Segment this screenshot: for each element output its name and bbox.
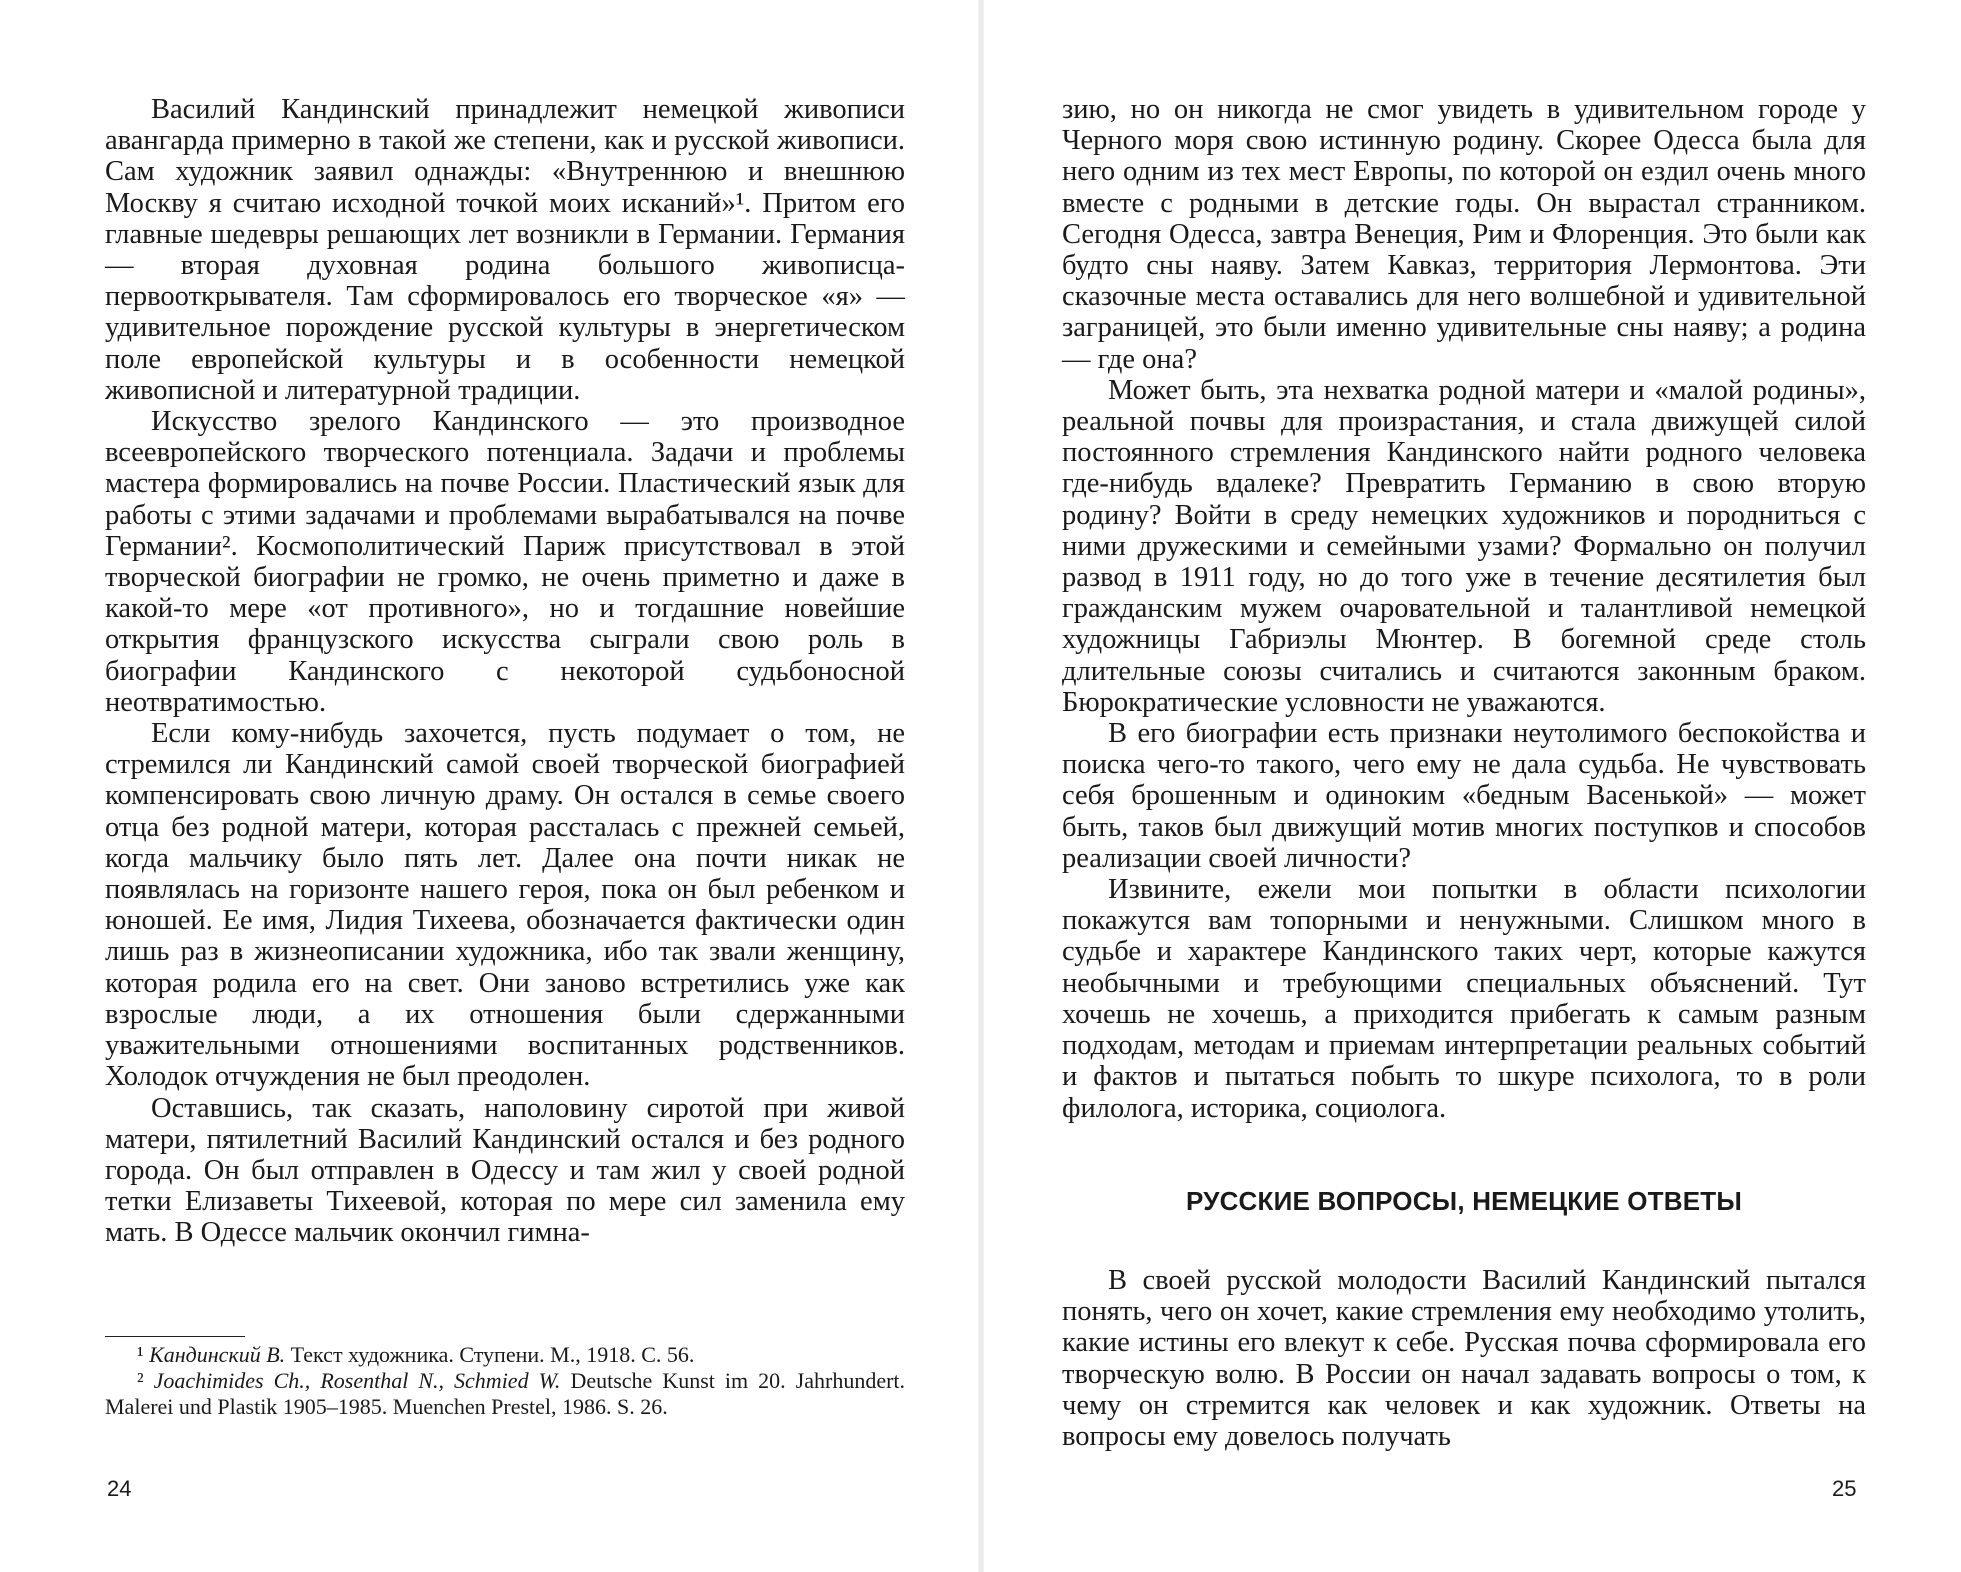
paragraph: Если кому-нибудь захочется, пусть подумает о том, не стремился ли Кандинский самой своей творческой биографией компенсировать свою личную драму. Он остался в семье своего отца без родной матери, которая рассталась с прежней семьей, когда мальчику было пять лет. Далее она почти никак не появлялась на горизонте нашего героя, пока он был ребенком и юношей. Ее имя, Лидия Тихеева, обозначается фактически один лишь раз в жизнеописании художника, ибо так звали женщину, которая родила его на свет. Они заново встретились уже как взрослые люди, а их отношения были сдержанными уважительными отношениями воспитанных родственников. Холодок отчуждения не был преодолен. — [105, 718, 905, 1093]
footnote-author: Кандинский В. — [149, 1342, 286, 1367]
paragraph: Извините, ежели мои попытки в области психологии покажутся вам топорными и ненужными. Слишком много в судьбе и характере Кандинского таких черт, которые кажутся необычными и требующими специальных объяснений. Тут хочешь не хочешь, а приходится прибегать к самым разным подходам, методам и приемам интерпретации реальных событий и фактов и пытаться побыть то шкуре психолога, то в роли филолога, историка, социолога. — [1062, 874, 1866, 1124]
paragraph: В своей русской молодости Василий Кандинский пытался понять, чего он хочет, какие стремления ему необходимо утолить, какие истины его влекут к себе. Русская почва сформировала его творческую волю. В России он начал задавать вопросы о том, к чему он стремится как человек и как художник. Ответы на вопросы ему довелось получать — [1062, 1264, 1866, 1452]
footnote-divider — [105, 1336, 245, 1337]
footnote-mark: ¹ — [137, 1342, 144, 1367]
footnote-text: Deutsche Kunst im 20. Jahrhundert. Malerei und Plastik 1905–1985. Muenchen Prestel, 1986. S. 26. — [105, 1368, 906, 1419]
footnote — [105, 1368, 905, 1420]
paragraph: Василий Кандинский принадлежит немецкой живописи авангарда примерно в такой же степени, как и русской живописи. Сам художник заявил однажды: «Внутреннюю и внешнюю Москву я считаю исходной точкой моих исканий»¹. Притом его главные шедевры решающих лет возникли в Германии. Германия — вторая духовная родина большого живописца-первооткрывателя. Там сформировалось его творческое «я» — удивительное порождение русской культуры в энергетическом поле европейской культуры и в особенности немецкой живописной и литературной традиции. — [105, 94, 905, 406]
paragraph: Может быть, эта нехватка родной матери и «малой родины», реальной почвы для произрастания, и стала движущей силой постоянного стремления Кандинского найти родного человека где-нибудь вдалеке? Превратить Германию в свою вторую родину? Войти в среду немецких художников и породниться с ними дружескими и семейными узами? Формально он получил развод в 1911 году, но до того уже в течение десятилетия был гражданским мужем очаровательной и талантливой немецкой художницы Габриэлы Мюнтер. В богемной среде столь длительные союзы считались и считаются законным браком. Бюрократические условности не уважаются. — [1062, 374, 1866, 718]
right-text-column — [1062, 94, 1866, 1452]
paragraph: Оставшись, так сказать, наполовину сиротой при живой матери, пятилетний Василий Кандинский остался и без родного города. Он был отправлен в Одессу и там жил у своей родной тетки Елизаветы Тихеевой, которая по мере сил заменила ему мать. В Одессе мальчик окончил гимна- — [105, 1092, 905, 1249]
footnote-text: Текст художника. Ступени. М., 1918. С. 56. — [290, 1342, 695, 1367]
paragraph: Искусство зрелого Кандинского — это производное всеевропейского творческого потенциала. Задачи и проблемы мастера формировались на почве России. Пластический язык для работы с этими задачами и проблемами вырабатывался на почве Германии². Космополитический Париж присутствовал в этой творческой биографии не громко, не очень приметно и даже в какой-то мере «от противного», но и тогдашние новейшие открытия французского искусства сыграли свою роль в биографии Кандинского с некоторой судьбоносной неотвратимостью. — [105, 406, 905, 718]
footnotes — [105, 1342, 905, 1420]
section-heading: РУССКИЕ ВОПРОСЫ, НЕМЕЦКИЕ ОТВЕТЫ — [1186, 1185, 1742, 1216]
paragraph: В его биографии есть признаки неутолимого беспокойства и поиска чего-то такого, чего ему не дала судьба. Не чувствовать себя брошенным и одиноким «бедным Васенькой» — может быть, таков был движущий мотив многих поступков и способов реализации своей личности? — [1062, 718, 1866, 874]
footnote-mark: ² — [137, 1368, 144, 1393]
page-number-right: 25 — [1832, 1476, 1857, 1501]
footnote — [105, 1342, 905, 1368]
footnote-author: Joachimides Ch., Rosenthal N., Schmied W. — [153, 1368, 561, 1393]
paragraph-continuation: зию, но он никогда не смог увидеть в удивительном городе у Черного моря свою истинную родину. Скорее Одесса была для него одним из тех мест Европы, по которой он ездил очень много вместе с родными в детские годы. Он вырастал странником. Сегодня Одесса, завтра Венеция, Рим и Флоренция. Это были как будто сны наяву. Затем Кавказ, территория Лермонтова. Эти сказочные места оставались для него волшебной и удивительной заграницей, это были именно удивительные сны наяву; а родина — где она? — [1062, 94, 1866, 375]
left-text-column — [105, 94, 905, 1249]
page-number-left: 24 — [107, 1476, 132, 1501]
